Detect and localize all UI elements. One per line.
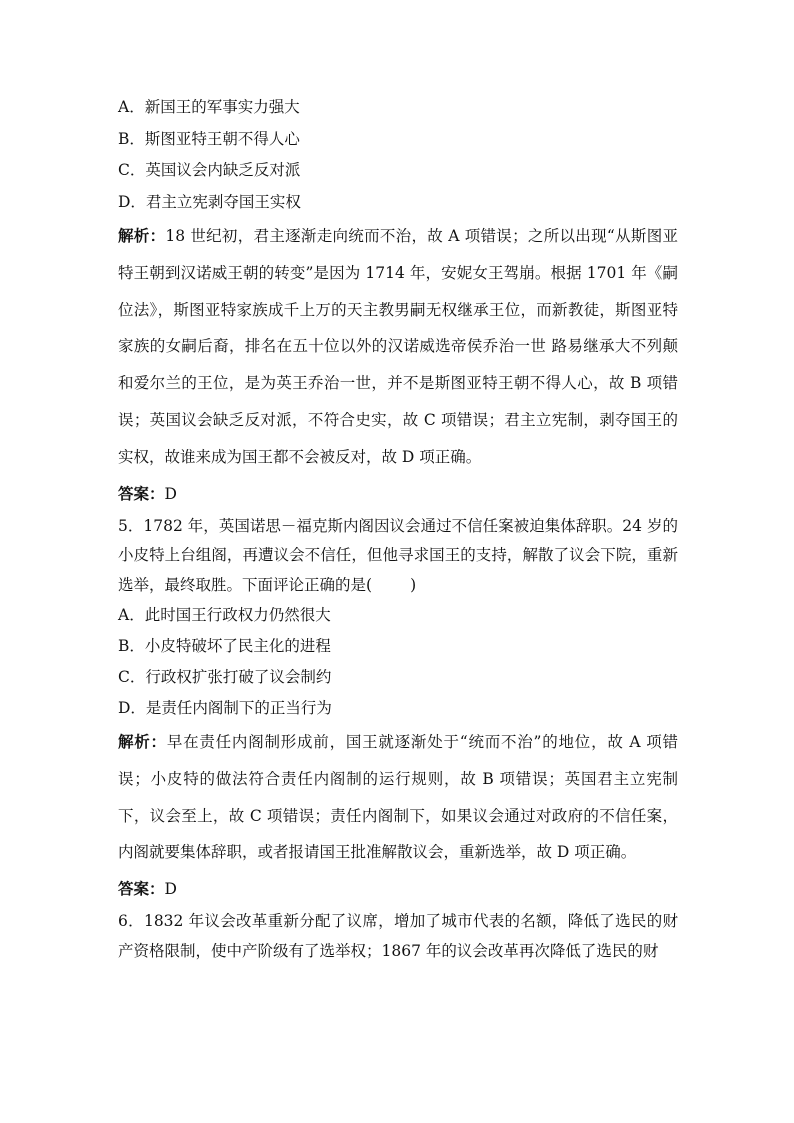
option-a: A．新国王的军事实力强大 — [118, 98, 300, 116]
analysis-text: 18 世纪初，君主逐渐走向统而不治，故 A 项错误；之所以出现“从斯图亚特王朝到汉诺威王朝的转变”是因为 1714 年，安妮女王驾崩。根据 1701 年《嗣位法》，斯图亚特家族成千上万的天主教男嗣无权继承王位，而新教徒，斯图亚特家族的女嗣后裔，排名在五十位以外的汉诺威选帝侯乔治一世 路易继承大不列颠和爱尔兰的王位，是为英王乔治一世，并不是斯图亚特王朝不得人心，故 B 项错误；英国议会缺乏反对派，不符合史实，故 C 项错误；君主立宪制，剥夺国王的实权，故谁来成为国王都不会被反对，故 D 项正确。 — [118, 227, 678, 466]
option-d: D．是责任内阁制下的正当行为 — [118, 699, 332, 718]
answer-label: 答案： — [118, 879, 165, 899]
question-5-options — [118, 600, 678, 724]
option-a: A．此时国王行政权力仍然很大 — [118, 606, 331, 625]
analysis-label: 解析： — [118, 732, 167, 752]
answer-value: D — [164, 880, 177, 899]
document-page — [118, 92, 678, 966]
question-5-analysis — [118, 724, 678, 871]
question-5-stem-close: ) — [410, 575, 417, 594]
option-c: C．英国议会内缺乏反对派 — [118, 161, 301, 179]
previous-question-options — [118, 92, 678, 218]
previous-question-analysis — [118, 218, 678, 476]
option-c: C．行政权扩张打破了议会制约 — [118, 668, 332, 687]
question-5-stem — [118, 512, 678, 601]
option-b: B．斯图亚特王朝不得人心 — [118, 129, 300, 148]
option-d: D．君主立宪剥夺国王实权 — [118, 192, 301, 211]
option-b: B．小皮特破坏了民主化的进程 — [118, 637, 331, 656]
question-5-text: 5．1782 年，英国诺思－福克斯内阁因议会通过不信任案被迫集体辞职。24 岁的小皮特上台组阁，再遭议会不信任，但他寻求国王的支持，解散了议会下院，重新选举，最终取胜。下面评论正确的是( — [118, 516, 678, 594]
answer-value: D — [164, 484, 177, 503]
previous-question-answer — [118, 476, 678, 512]
analysis-label: 解析： — [118, 226, 166, 245]
question-6-stem: 6．1832 年议会改革重新分配了议席，增加了城市代表的名额，降低了选民的财产资格限制，使中产阶级有了选举权；1867 年的议会改革再次降低了选民的财 — [118, 912, 678, 960]
analysis-text: 早在责任内阁制形成前，国王就逐渐处于“统而不治”的地位，故 A 项错误；小皮特的做法符合责任内阁制的运行规则，故 B 项错误；英国君主立宪制下，议会至上，故 C 项错误；责任内阁制下，如果议会通过对政府的不信任案，内阁就要集体辞职，或者报请国王批准解散议会，重新选举，故 D 项正确。 — [118, 733, 678, 862]
question-5-answer — [118, 871, 678, 907]
answer-label: 答案： — [118, 483, 165, 503]
